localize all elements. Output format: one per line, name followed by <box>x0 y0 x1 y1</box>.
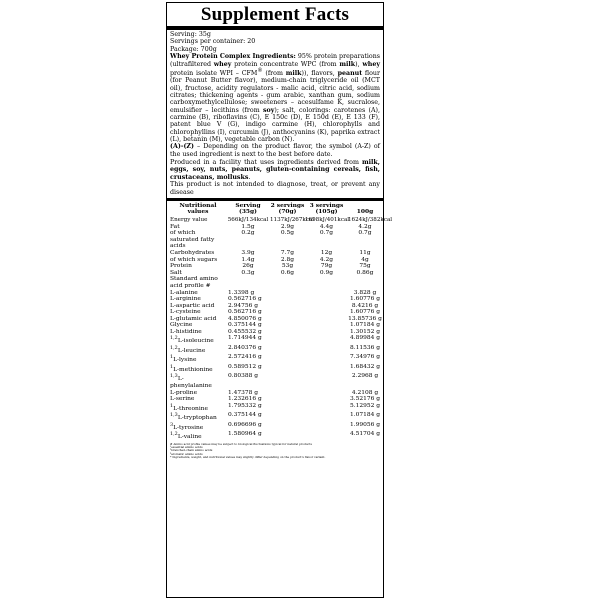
amino-acid-label <box>170 354 226 364</box>
footnote-marker: 1,2 <box>170 335 178 342</box>
empty-cell <box>348 276 382 289</box>
amino-acid-name: L-methionine <box>173 366 213 373</box>
footnote-marker: 3 <box>170 421 174 428</box>
amino-acid-name: L-alanine <box>170 289 198 296</box>
amino-acid-name: Glycine <box>170 322 193 329</box>
amino-acid-label <box>170 364 226 374</box>
amino-acid-serving: 0.80388 g <box>228 373 259 380</box>
nutrient-value: 7.7g <box>280 250 295 256</box>
amino-acid-name: L-valine <box>177 434 202 441</box>
nutrient-value: 4.4g <box>319 223 334 230</box>
footnote-marker: 1,3 <box>170 373 178 380</box>
table-row <box>170 217 382 224</box>
amino-acid-serving: 1.580964 g <box>228 431 262 438</box>
amino-acid-name: L-phenylalanine <box>170 376 212 389</box>
empty-cell <box>270 335 305 345</box>
amino-acid-serving: 2.94756 g <box>228 302 259 309</box>
divider-mid <box>167 198 383 201</box>
table-row <box>170 335 382 345</box>
amino-acid-name: L-arginine <box>170 296 201 303</box>
footnotes <box>170 443 380 459</box>
amino-acid-name: L-aspartic acid <box>170 302 215 309</box>
nutrient-value: 75g <box>359 263 371 270</box>
header-nutritional-values: Nutritional values <box>179 201 217 216</box>
table-row <box>170 270 382 277</box>
footnote-marker: 1,3 <box>170 412 178 419</box>
table-row <box>170 422 382 432</box>
amino-acid-serving: 1.714944 g <box>228 335 262 342</box>
serving-info <box>170 31 380 53</box>
package-size: Package: 700g <box>170 45 217 53</box>
facility-statement: Produced in a facility that uses ingredients derived from milk, eggs, soy, nuts, peanuts, gluten-containing cereals, fish, crustaceans, mollusks. <box>170 159 380 181</box>
nutrient-value: 12g <box>320 250 333 256</box>
amino-acid-label <box>170 373 226 389</box>
amino-acid-label <box>170 431 226 441</box>
empty-cell <box>305 345 348 355</box>
nutrition-table <box>170 201 393 441</box>
amino-acid-serving: 0.562716 g <box>228 309 262 316</box>
amino-acid-per100: 1.99056 g <box>349 421 380 428</box>
nutrient-label: of which saturated fatty acids <box>170 230 215 250</box>
nutrition-header-row <box>170 203 382 217</box>
empty-cell <box>226 276 270 289</box>
amino-acid-name: L-histidine <box>170 328 202 335</box>
amino-acid-serving: 2.840376 g <box>228 344 262 351</box>
nutrient-value: 0.7g <box>319 230 334 237</box>
amino-acid-per100: 7.34976 g <box>349 354 380 361</box>
nutrient-label: Carbohydrates <box>170 250 215 256</box>
amino-acid-serving: 1.795332 g <box>228 402 262 409</box>
amino-acid-name: L-tryptophan <box>177 415 217 422</box>
header-3-servings: 3 servings (105g) <box>309 201 344 216</box>
nutrient-value: 0.5g <box>280 230 295 237</box>
nutrition-table-body <box>170 217 393 441</box>
empty-cell <box>305 354 348 364</box>
amino-acid-per100: 8.11536 g <box>349 344 380 351</box>
empty-cell <box>270 422 305 432</box>
amino-acid-per100: 8.4216 g <box>351 302 379 309</box>
footnote-marker: 1,2 <box>170 344 178 351</box>
nutrient-value: 1698kJ/401kcal <box>305 217 350 224</box>
footnote-line: * Ingredients, weight, and nutritional values may slightly differ depending on the product's flavor variant. <box>170 454 326 459</box>
amino-acid-per100: 4.89984 g <box>349 335 380 342</box>
amino-acid-per100: 3.828 g <box>353 289 377 296</box>
table-row <box>170 354 382 364</box>
amino-acid-serving: 1.3398 g <box>228 289 255 296</box>
nutrient-value: 1.4g <box>241 256 255 263</box>
amino-acid-label <box>170 345 226 355</box>
ingredients-text: Whey Protein Complex Ingredients: 95% protein preparations (ultrafiltered whey protein concentrate WPC (from milk), whey protein isolate WPI – CFM® (from milk)), flavors, peanut flour (for Peanut Butter flavor), medium-chain triglyceride oil (MCT oil), fructose, acidity regulators - malic acid, citric acid, sodium citrates; thickening agents - gum arabic, xanthan gum, sodium carboxymethylcellulose; sweeteners – acesulfame K, sucralose, emulsifier – lecithins (from soy); salt, colorings: carotenes (A), carmine (B), riboflavins (C), E 150c (D), E 150d (E), E 133 (F), patent blue V (G), indigo carmine (H), chlorophylls and chlorophyllins (I), curcumin (J), anthocyanins (K), paprika extract (L), betanin (M), vegetable carbon (N). <box>170 53 380 144</box>
amino-acid-serving: 0.375144 g <box>228 322 262 329</box>
amino-acid-per100: 5.12952 g <box>349 402 380 409</box>
amino-acid-per100: 1.68432 g <box>349 363 380 370</box>
nutrient-value: 4.2g <box>358 223 372 230</box>
table-row <box>170 412 382 422</box>
footnote-line: ²branched-chain amino acids <box>170 448 213 453</box>
supplement-facts-panel <box>166 2 393 598</box>
amino-acid-per100: 13.85736 g <box>348 315 382 322</box>
empty-cell <box>305 403 348 413</box>
amino-acid-serving: 1.232616 g <box>228 396 262 403</box>
empty-cell <box>270 412 305 422</box>
footnote-marker: 1,2 <box>170 431 178 438</box>
nutrient-value: 0.86g <box>356 269 374 276</box>
nutrient-value: 0.2g <box>241 230 255 237</box>
table-row <box>170 257 382 264</box>
amino-acid-per100: 2.2968 g <box>351 373 379 380</box>
empty-cell <box>270 364 305 374</box>
amino-acid-label <box>170 422 226 432</box>
amino-acid-per100: 1.07184 g <box>349 412 380 419</box>
footnote-marker: 1 <box>170 402 174 409</box>
nutrient-value: 566kJ/134kcal <box>227 217 269 224</box>
empty-cell <box>270 345 305 355</box>
amino-acid-per100: 1.60776 g <box>349 296 380 303</box>
header-100g: 100g <box>356 208 374 216</box>
nutrient-value: 11g <box>359 250 371 256</box>
table-row <box>170 224 382 231</box>
nutrient-value: 4g <box>361 256 369 263</box>
empty-cell <box>305 412 348 422</box>
amino-acid-serving: 0.455532 g <box>228 328 262 335</box>
table-row <box>170 263 382 270</box>
empty-cell <box>270 403 305 413</box>
footnote-line: ¹essential amino acids <box>170 444 203 449</box>
empty-cell <box>305 373 348 389</box>
amino-acid-name: L-proline <box>170 389 198 396</box>
amino-acid-serving: 0.562716 g <box>228 296 262 303</box>
amino-acid-profile-label: Standard amino acid profile # <box>170 276 218 289</box>
amino-acid-serving: 0.375144 g <box>228 412 262 419</box>
amino-acid-serving: 0.589512 g <box>228 363 262 370</box>
footnote-line: ³aromatic amino acids <box>170 451 203 456</box>
amino-acid-label <box>170 335 226 345</box>
empty-cell <box>270 354 305 364</box>
disclaimer: This product is not intended to diagnose, treat, or prevent any disease <box>170 181 380 196</box>
amino-acid-name: L-leucine <box>177 347 206 354</box>
nutrient-value: 0.9g <box>319 269 334 276</box>
amino-acid-label <box>170 403 226 413</box>
panel-title: Supplement Facts <box>200 4 350 25</box>
nutrient-value: 1.5g <box>241 223 255 230</box>
nutrient-value: 53g <box>281 263 294 270</box>
nutrient-value: 1137kJ/267kcal <box>270 217 315 224</box>
nutrient-value: 3.9g <box>241 250 255 256</box>
nutrient-label: Energy value <box>170 217 208 224</box>
amino-acid-per100: 1.60776 g <box>349 309 380 316</box>
nutrient-value: 0.3g <box>241 269 255 276</box>
empty-cell <box>305 276 348 289</box>
table-row <box>170 230 382 250</box>
nutrient-label: Salt <box>170 269 182 276</box>
amino-acid-label <box>170 412 226 422</box>
table-row <box>170 373 382 389</box>
servings-per-container: Servings per container: 20 <box>170 38 256 46</box>
table-row <box>170 345 382 355</box>
amino-acid-per100: 1.30152 g <box>349 328 380 335</box>
empty-cell <box>270 276 305 289</box>
nutrient-label: Protein <box>170 263 192 270</box>
amino-acid-serving: 0.696696 g <box>228 421 262 428</box>
table-row <box>170 403 382 413</box>
serving-size: Serving: 35g <box>170 31 211 38</box>
amino-acid-serving: 2.572416 g <box>228 354 262 361</box>
footnote-marker: 1 <box>170 363 174 370</box>
table-row <box>170 431 382 441</box>
empty-cell <box>270 373 305 389</box>
header-2-servings: 2 servings (70g) <box>270 201 305 216</box>
footnote-marker: 1 <box>170 354 174 361</box>
amino-acid-name: L-glutamic acid <box>170 315 217 322</box>
empty-cell <box>270 431 305 441</box>
amino-acid-per100: 4.51704 g <box>349 431 380 438</box>
amino-acid-name: L-serine <box>170 396 195 403</box>
nutrient-value: 0.7g <box>358 230 372 237</box>
amino-acid-serving: 1.47378 g <box>228 389 259 396</box>
divider-thick <box>167 26 383 30</box>
amino-acid-per100: 3.52176 g <box>349 396 380 403</box>
nutrient-value: 1624kJ/382kcal <box>348 217 393 224</box>
amino-acid-serving: 4.850076 g <box>228 315 262 322</box>
nutrient-label: Fat <box>170 223 180 230</box>
header-serving: Serving (35g) <box>235 201 261 216</box>
flavor-note: (A)-(Z) – Depending on the product flavor, the symbol (A-Z) of the used ingredient is next to the best before date. <box>170 143 380 158</box>
nutrient-value: 2.8g <box>280 256 295 263</box>
amino-acid-per100: 4.2108 g <box>351 389 379 396</box>
nutrient-value: 26g <box>242 263 254 270</box>
nutrient-label: of which sugars <box>170 256 218 263</box>
amino-acid-name: L-isoleucine <box>177 338 214 345</box>
amino-acid-name: L-cysteine <box>170 309 201 316</box>
nutrient-value: 2.9g <box>280 223 295 230</box>
footnote-line: # Amino acid profile values may be subject to biological fluctuations typical for natural products <box>170 441 312 446</box>
nutrient-value: 0.6g <box>280 269 295 276</box>
empty-cell <box>305 364 348 374</box>
empty-cell <box>305 422 348 432</box>
empty-cell <box>305 335 348 345</box>
amino-acid-name: L-lysine <box>173 357 197 364</box>
amino-acid-per100: 1.07184 g <box>349 322 380 329</box>
table-row <box>170 364 382 374</box>
amino-acid-name: L-tyrosine <box>173 424 204 431</box>
empty-cell <box>305 431 348 441</box>
table-row <box>170 250 382 257</box>
amino-acid-name: L-threonine <box>173 405 208 412</box>
nutrient-value: 4.2g <box>319 256 334 263</box>
nutrient-value: 79g <box>320 263 333 270</box>
amino-acid-header-row <box>170 276 382 289</box>
